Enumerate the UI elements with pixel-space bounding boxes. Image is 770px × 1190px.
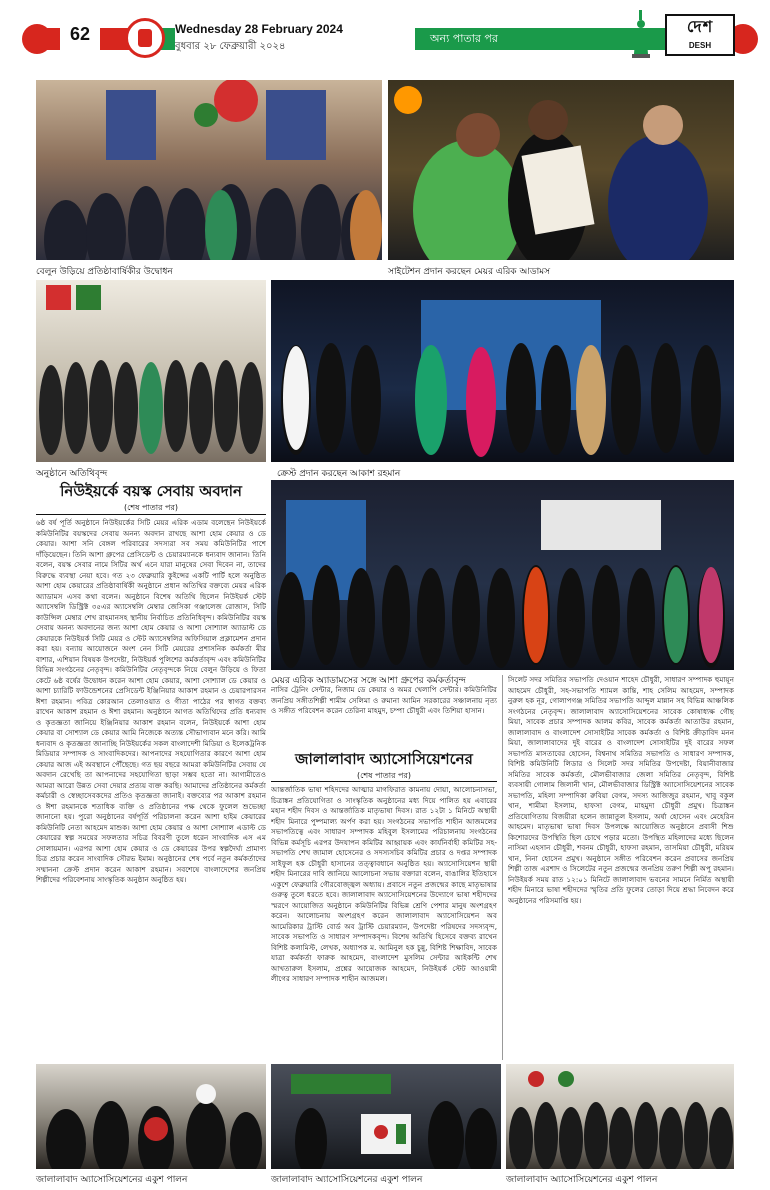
- photo-balloon-inauguration: [36, 80, 382, 260]
- photo-guests: [36, 280, 266, 462]
- statue-of-liberty-icon: [630, 8, 652, 58]
- desh-logo: [665, 14, 735, 56]
- article2-rule: [271, 781, 497, 782]
- date-english: Wednesday 28 February 2024: [175, 22, 343, 36]
- logo-subtext: DESH: [688, 41, 712, 50]
- date-block: [175, 16, 415, 56]
- photo-crest-presentation: [271, 280, 734, 462]
- caption-photo-1: বেলুন উড়িয়ে প্রতিষ্ঠাবার্ষিকীর উদ্বোধন: [36, 267, 173, 277]
- newspaper-emblem-icon: [125, 18, 165, 58]
- photo-mayor-with-asha-group: [271, 480, 734, 670]
- article2-column-2: সিলেট সদর সমিতির সভাপতি দেওয়ান শাহেদ চৌধুরী, সাধারণ সম্পাদক হুমায়ূন আহমেদ চৌধুরী, সহ-সভাপতি শ্যামল কান্তি, শাহ সেলিম আহমেদ, সম্পাদক নুরুল হক নূর, গোলাপগঞ্জ সমিতির সভাপতি আব্দুল মান্নান সহ বিভিন্ন আঞ্চলিক সংগঠনের নেতৃবৃন্দ। জালালাবাদ অ্যাসোসিয়েশনের সাবেক কোষাধ্যক্ষ গৌছ মিয়া, সাবেক প্রচার সম্পাদক আলম কবির, সাবেক কর্মকর্তা আতাউর রহমান, জালালাবাদ ও বাংলাদেশ সোসাইটির সাবেক কর্মকর্তা ও বিশিষ্ট ক্রীড়াবিদ মনন মিয়া, জালালাবাদের দুই বারের ও বাংলাদেশ সোসাইটির দুই বারের সফল সভাপতি মাসতাবের হোসেন, বিশ্বনাথ সমিতির সভাপতি ও সাধারণ সম্পাদক, বিশিষ্ট কমিউনিটি লিডার ও সিলেট সদর সমিতির উপদেষ্টা, বিয়ানীবাজার সমিতির সাবেক কর্মকর্তা, মৌলভীবাজার জেলা সমিতির নেতৃবৃন্দ, বিশিষ্ট ব্যবসায়ী গোলাম জিলানী খান, মৌলভীবাজার ডিস্ট্রিক্ট অ্যাসোসিয়েশনের সাবেক সভাপতি, মহিলা সম্পাদিকা রুবিয়া বেগম, সদস্য আজিজুর রহমান, খাবু বকুল খান, শামীমা ইসলাম, হাফসা বেগম, মাহমুদা চৌধুরী প্রমুখ। চিত্রাঙ্কন প্রতিযোগিতায় বিজয়ীরা হলেন জান্নাতুল ইসলাম, অর্ষা হোসেন এবং মেহেরিন আহমেদ। মাতৃভাষা ভাষা দিবস উপলক্ষে আয়োজিত অনুষ্ঠানে প্রবাসী শিশু কিশোরদের উপস্থিতি ছিল চোখে পড়ার মতো। উপস্থিত মহিলাদের মধ্যে ছিলেন নাসিমা এহসান চৌধুরী, শবনম চৌধুরী, হাফসা রহমান, তাসমিয়া চৌধুরী, মরিয়ম খান, নিনা হোসেন প্রমুখ। অনুষ্ঠানে সঙ্গীত পরিবেশন করেন প্রবাসের জনপ্রিয় শিল্পী তাজ এরশাদ ও সিলেটের নতুন প্রজন্মের জনপ্রিয় তরুণ শিল্পী অপু রহমান। নিউইয়র্ক সময় রাত ১২:০১ মিনিটে জালালাবাদ ভবনের সামনে নির্মিত অস্থায়ী শহীদ মিনারে ভাষা শহীদদের স্মৃতির প্রতি ফুলের তোড়া দিয়ে শ্রদ্ধা নিবেদন করে অনুষ্ঠানের পরিসমাপ্তি হয়।: [508, 675, 734, 905]
- article2-intro: নাসির ট্রেনিং সেন্টার, নিজাম ডে কেয়ার ও অমর খেলাপি সেন্টার। কমিউনিটির জনপ্রিয় সঙ্গীতশিল্পী শামীম সেলিমা ও রুমানা আমিন সরকারের সঞ্চালনায় নৃত্য ও সঙ্গীত পরিবেশন করেন তেরিনা মাহমুদ, চম্পা চৌধুরী এবং তিশিয়া হাসান।: [271, 685, 497, 715]
- article1-body: ৬ষ্ঠ বর্ষ পূর্তি অনুষ্ঠানে নিউইয়র্কের সিটি মেয়র এরিক এডাম বলেছেন নিউইয়র্কে কমিউনিটির বয়স্কদের সেবায় অনন্য অবদান রাখছে আশা হোম কেয়ার ও ডে কেয়ার। আশা সনি বেঙ্গল পরিবারের সদস্যরা সব সময় কমিউনিটির পাশে দাঁড়িয়েছেন। তিনি আশা গ্রুপের প্রেসিডেন্ট ও চেয়ারম্যানকে ধন্যবাদ জানান। তিনি বলেন, বয়স্ক সেবার নামে সিটির অর্থ এনে যারা মানুষের সেবা দিবেন না, তাদের বিরুদ্ধে ব্যবস্থা নেয়া হবে। গত ২৩ ফেব্রুয়ারি কুইন্সের একটি পার্টি হলে অনুষ্ঠিত আশা হোম কেয়ারের প্রতিষ্ঠাবার্ষিকী অনুষ্ঠানে প্রধান অতিথির বক্তব্যে মেয়র এরিক অ্যাডামস এসব কথা বলেন। অনুষ্ঠানে বিশেষ অতিথি ছিলেন নিউইয়র্ক স্টেট অ্যাসেম্বলি ডিস্ট্রিক্ট ৩৫এর অ্যাসেম্বলি মেম্বার জেসিকা গঞ্জালেজ রোজাস, সিটি কাউন্সিল মেম্বার শেখ রাহমানসহ স্থানীয় নির্বাচিত প্রতিনিধিবৃন্দ। কমিউনিটির বয়স্ক সেবায় অনন্য অবদানের জন্য আশা হোম কেয়ার ও আশা সোশ্যাল অ্যাডাল্ট ডে কেয়ারকে নিউইয়র্ক সিটি মেয়র ও স্টেট অ্যাসেম্বলির অফিসিয়াল প্রক্লামেশন প্রদান করা হয়। বন্যায় আয়োজনে অংশ নেন সিটি মেয়রের প্রশাসনিক কর্মকর্তা মীর বাশার, এশিয়ান বিষয়ক উপদেষ্টা, নিউইয়র্ক পুলিশের কর্মকর্তাবৃন্দ এবং কমিউনিটির বিভিন্ন সংগঠনের নেতৃবৃন্দ। কমিউনিটির নেতৃবৃন্দকে নিয়ে বেলুন উড়িয়ে ও ফিতা কেটে ৬ষ্ঠ বর্ষের উদ্বোধন করেন আশা হোম কেয়ার, আশা সোশ্যাল ডে কেয়ার ও আশা চ্যারিটি ফাউন্ডেশনের প্রেসিডেন্ট ইঞ্জিনিয়ার আকাশ রহমান ও চেয়ারপারসন ঈশা রহমান। পবিত্র কোরআন তেলাওয়াত ও গীতা পাঠের পর স্বাগত বক্তব্য রাখেন আকাশ রহমান ও ঈশা রহমান। অনুষ্ঠানে আগত অতিথিদের প্রতি ধন্যবাদ ও কৃতজ্ঞতা জানিয়ে ইঞ্জিনিয়ার আকাশ রহমান বলেন, নিউইয়র্কে আশা হোম কেয়ার বা সোশ্যাল ডে কেয়ার আমি নিজেকে অত্যন্ত সৌভাগ্যবান মনে করি। আমি ধন্যবাদ ও কৃতজ্ঞতা জানাচ্ছি নিউইয়র্কের সকল বাংলাদেশী মিডিয়া ও ইলেকট্রনিক মিডিয়ার সম্পাদক ও সাংবাদিকদের। আপনাদের সহযোগিতার কারণে আশা হোম কেয়ার আজ এই অবস্থানে পৌঁছেছে। গত ছয় বছরে আমরা কমিউনিটির সেবায় যে অবদান রেখেছি তা আপনাদের সহযোগিতা ছাড়া সম্ভব হতো না। আগামীতেও আমরা আরো উন্নত সেবা দেয়ার প্রত্যয় ব্যক্ত করছি। আমাদের প্রতিষ্ঠানের কর্মকর্তা কর্মচারী ও স্বেচ্ছাসেবকদের প্রতিও কৃতজ্ঞতা জানাই। বক্তব্যের পর আকাশ রহমান ও ঈশা রহমানকে শতাধিক ব্যক্তি ও প্রতিষ্ঠানের পক্ষ থেকে ফুলেল শুভেচ্ছা জানানো হয়। পুরো অনুষ্ঠানের বর্ষপূর্তি পরিচালনা করেন আশা হাইম কেয়ারের কমিউনিটি নেতা আহমেদ মাশুক। আশা হোম কেয়ার ও আশা সোশ্যাল এডাল্ট ডে কেয়ারের স্বল্প সময়ের সফলতার সচিত্র বিবরণী তুলে ধরেন সাংবাদিক এস এম সোলায়মান। এরপর আশা হোম কেয়ার ও ডে কেয়ারের উপর স্বল্পদৈর্ঘ্য প্রামাণ্য চিত্র প্রচার করেন সাংবাদিক সৌরভ ইমাম। অনুষ্ঠানের শেষ পর্বে নতুন কর্মকর্তাদের সম্মাননা ক্রেস্ট প্রদান করেন আকাশ রহমান। সবশেষে বাংলাদেশের জনপ্রিয় শিল্পীদের পরিবেশনায় সাংস্কৃতিক অনুষ্ঠান অনুষ্ঠিত হয়।: [36, 518, 266, 884]
- page-number: 62: [60, 14, 100, 54]
- logo-wordmark: দেশ: [686, 19, 714, 36]
- article1-headline: নিউইয়র্কে বয়স্ক সেবায় অবদান: [60, 482, 242, 500]
- photo-citation-mayor: [388, 80, 734, 260]
- article2-headline: জালালাবাদ অ্যাসোসিয়েশনের: [295, 750, 473, 768]
- caption-photo-3: অনুষ্ঠানে অতিথিবৃন্দ: [36, 469, 108, 479]
- caption-photo-7: জালালাবাদ অ্যাসোসিয়েশনের একুশ পালন: [271, 1175, 423, 1185]
- section-title: অন্য পাতার পর: [430, 32, 498, 45]
- caption-photo-5: মেয়র এরিক অ্যাডামসের সঙ্গে আশা গ্রুপের কর্মকর্তাবৃন্দ: [271, 676, 466, 686]
- photo-jalalabad-ekushe-1: [36, 1064, 266, 1169]
- caption-photo-4: ক্রেস্ট প্রদান করছেন আকাশ রহমান: [277, 469, 401, 479]
- column-divider: [502, 675, 503, 1060]
- photo-jalalabad-ekushe-2: [271, 1064, 501, 1169]
- caption-photo-6: জালালাবাদ অ্যাসোসিয়েশনের একুশ পালন: [36, 1175, 188, 1185]
- article2-column-1: আন্তর্জাতিক ভাষা শহিদদের আত্মার মাগফিরাত কামনায় দোয়া, আলোচনাসভা, চিত্রাঙ্কন প্রতিযোগিতা ও সাংস্কৃতিক অনুষ্ঠানের মধ্য দিয়ে পালিত হয় এবারের মহান শহীদ দিবস ও আন্তর্জাতিক মাতৃভাষা দিবস। রাত ১২টা ১ মিনিটে অস্থায়ী শহীদ মিনারে পুষ্পমাল্য অর্পণ করা হয়। সংগঠনের সভাপতি শাহীন আজমলের সভাপতিত্বে এবং সাধারণ সম্পাদক মহিবুল ইসলামের পরিচালনায় সংগঠনের বিভিন্ন কর্মসূচি এরপর উদযাপন কমিটির আহ্বায়ক এবং কার্যনির্বাহী কমিটির সহ-সভাপতি শেখ জামাল হোসেনের ও সদস্যসচিব কমিটির প্রচার ও দপ্তর সম্পাদক সাইফুল হক চৌধুরী হাসানের তত্ত্বাবধানে অনুষ্ঠিত হয়। অ্যাসোসিয়েশন স্থায়ী শহীদ মিনারের দাবি জানিয়ে আলোচনা সভায় বক্তারা বলেন, বাঙালির ইতিহাসে একুশে ফেব্রুয়ারি গৌরবোজ্জ্বল অধ্যায়। প্রবাসে নতুন প্রজন্মের কাছে মাতৃভাষার গুরুত্ব তুলে ধরতে হবে। জালালাবাদ অ্যাসোসিয়েশনের উদ্যোগে ভাষা শহীদদের স্মরণে আয়োজিত অনুষ্ঠানে কমিউনিটির বিভিন্ন শ্রেণি পেশার মানুষ অংশগ্রহণ করেন। আলোচনায় অংশগ্রহণ করেন জালালাবাদ অ্যাসোসিয়েশন অব আমেরিকার ট্রাস্টি বোর্ড অব ট্রাস্টি চেয়ারম্যান, উপদেষ্টা পরিষদের সদস্যবৃন্দ, সাবেক সভাপতি ও সাধারণ সম্পাদকবৃন্দ। বিশেষ অতিথি হিসেবে বক্তব্য রাখেন বিশিষ্ট কলামিস্ট, লেখক, অধ্যাপক ম. আমিনুল হক চুন্নু, বিশিষ্ট শিক্ষাবিদ, সাবেক যাত্রা কর্মকর্তা ফারুক আহমেদ, বাংলাদেশ মুসলিম সেন্টার আইকন্টি শেখ আখতারুল ইসলাম, প্রশ্নের আয়োজক আহমেদ, নিউইয়র্ক স্টেট আওয়ামী লীগের সাধারণ সম্পাদক শাহীন আজমল।: [271, 785, 497, 983]
- article2-subhead: (শেষ পাতার পর): [356, 771, 412, 780]
- article1-rule: [36, 514, 266, 515]
- page-header: [0, 0, 770, 70]
- photo-jalalabad-ekushe-3: [506, 1064, 734, 1169]
- caption-photo-8: জালালাবাদ অ্যাসোসিয়েশনের একুশ পালন: [506, 1175, 658, 1185]
- date-bangla: বুধবার ২৮ ফেব্রুয়ারী ২০২৪: [175, 41, 286, 52]
- article1-subhead: (শেষ পাতার পর): [123, 503, 179, 512]
- caption-photo-2: সাইটেশন প্রদান করছেন মেয়র এরিক আডামস: [388, 267, 551, 277]
